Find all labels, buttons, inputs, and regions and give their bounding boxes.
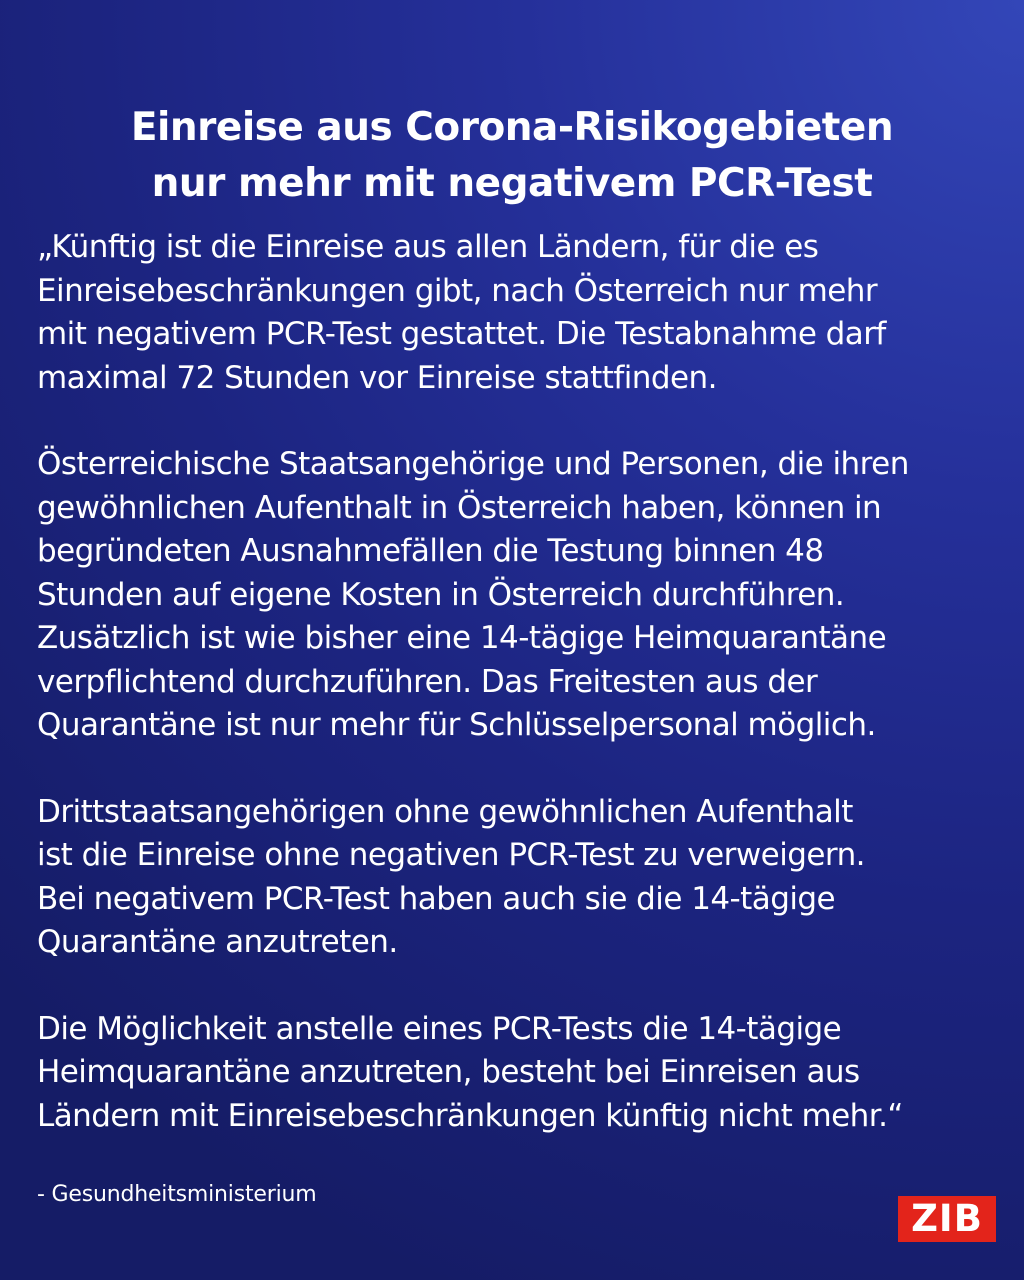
- headline: [40, 100, 984, 212]
- paragraph-line: gewöhnlichen Aufenthalt in Österreich haben, können in: [37, 489, 882, 526]
- paragraph-line: Österreichische Staatsangehörige und Personen, die ihren: [37, 446, 909, 482]
- paragraph-1: [37, 226, 997, 400]
- paragraph-line: Quarantäne ist nur mehr für Schlüsselpersonal möglich.: [37, 707, 876, 743]
- paragraph-line: Stunden auf eigene Kosten in Österreich durchführen.: [37, 576, 845, 613]
- paragraph-line: Einreisebeschränkungen gibt, nach Österreich nur mehr: [37, 272, 878, 309]
- paragraph-2: [37, 443, 997, 748]
- paragraph-line: Quarantäne anzutreten.: [37, 924, 398, 960]
- paragraph-line: Heimquarantäne anzutreten, besteht bei Einreisen aus: [37, 1054, 860, 1090]
- paragraph-line: begründeten Ausnahmefällen die Testung binnen 48: [37, 533, 824, 569]
- paragraph-line: ist die Einreise ohne negativen PCR-Test zu verweigern.: [37, 837, 865, 873]
- paragraph-4: [37, 1008, 997, 1139]
- paragraph-3: [37, 791, 997, 965]
- paragraph-line: Die Möglichkeit anstelle eines PCR-Tests die 14-tägige: [37, 1010, 842, 1047]
- source-attribution: - Gesundheitsministerium: [37, 1182, 317, 1207]
- paragraph-line: maximal 72 Stunden vor Einreise stattfinden.: [37, 359, 717, 396]
- paragraph-line: Zusätzlich ist wie bisher eine 14-tägige Heimquarantäne: [37, 620, 887, 656]
- headline-line-1: Einreise aus Corona-Risikogebieten: [130, 105, 894, 151]
- paragraph-line: Drittstaatsangehörigen ohne gewöhnlichen Aufenthalt: [37, 793, 853, 830]
- quote-body: [37, 226, 997, 1181]
- headline-line-2: nur mehr mit negativem PCR-Test: [151, 161, 873, 207]
- paragraph-line: verpflichtend durchzuführen. Das Freitesten aus der: [37, 663, 818, 700]
- paragraph-line: Bei negativem PCR-Test haben auch sie die 14-tägige: [37, 880, 836, 917]
- paragraph-line: Ländern mit Einreisebeschränkungen künftig nicht mehr.“: [37, 1097, 903, 1134]
- zib-logo: ZIB: [898, 1196, 996, 1242]
- paragraph-line: mit negativem PCR-Test gestattet. Die Testabnahme darf: [37, 316, 886, 352]
- paragraph-line: „Künftig ist die Einreise aus allen Ländern, für die es: [37, 229, 819, 265]
